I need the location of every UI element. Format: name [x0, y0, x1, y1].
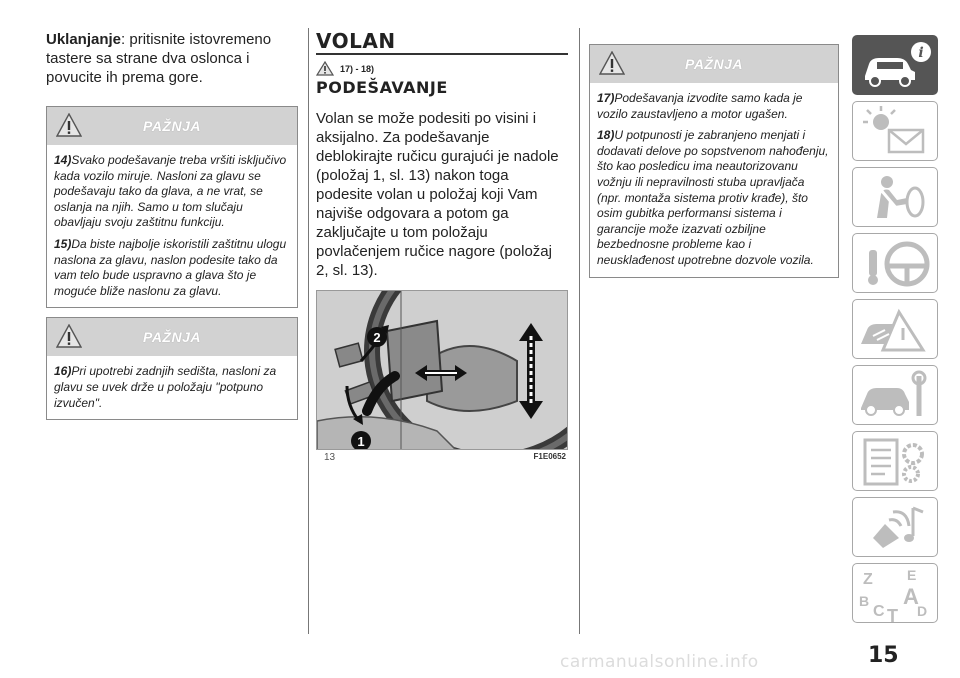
warning-triangle-icon	[316, 61, 334, 76]
sidebar-item-starting-driving[interactable]	[852, 233, 938, 293]
warning-header	[47, 107, 297, 145]
steering-column-illustration	[317, 291, 568, 450]
warning-header	[590, 45, 838, 83]
svg-text:C: C	[873, 603, 885, 620]
figure-number: 13	[324, 452, 336, 463]
column-middle	[316, 30, 568, 466]
svg-text:A: A	[903, 584, 919, 609]
callout-2: 2	[373, 330, 381, 345]
warning-triangle-icon	[56, 324, 82, 348]
sidebar-item-multimedia[interactable]	[852, 497, 938, 557]
svg-text:E: E	[907, 567, 917, 583]
warning-item-14: 14)Svako podešavanje treba vršiti isključivo kada vozilo miruje. Nasloni za glavu se podešavaju tako da glava, a ne vrat, se oslanja na njih. Samo u tom slučaju obavljaju svoju zaštitnu funkciju.	[54, 153, 287, 230]
warning-body	[47, 145, 297, 307]
sidebar-item-car-info[interactable]	[852, 35, 938, 95]
intro-paragraph	[46, 30, 298, 87]
figure-caption	[316, 452, 568, 466]
subsection-heading: PODEŠAVANJE	[316, 78, 448, 97]
reference-numbers: 17) - 18)	[340, 64, 375, 74]
warning-box-2	[46, 317, 298, 420]
heading-rule	[316, 53, 568, 55]
warning-body	[590, 83, 838, 277]
sidebar-item-warning-lights[interactable]	[852, 101, 938, 161]
svg-text:B: B	[859, 593, 870, 609]
warning-title: PAŽNJA	[143, 118, 201, 134]
safety-icon	[853, 168, 939, 228]
steering-wheel-figure	[316, 290, 568, 450]
section-heading: VOLAN	[316, 29, 396, 53]
body-paragraph: Volan se može podesiti po visini i aksijalno. Za podešavanje deblokirajte ručicu gurajući je nadole (položaj 1, sl. 13) nakon toga podesite volan u položaj koji Vam najviše odgovara a potom ga zaključajte u tom položaju povlačenjem ručice nagore (položaj 2, sl. 13).	[316, 110, 559, 279]
warning-title: PAŽNJA	[143, 329, 201, 346]
index-icon	[853, 564, 939, 624]
sidebar-item-technical-data[interactable]	[852, 431, 938, 491]
technical-data-icon	[853, 432, 939, 492]
maintenance-icon	[853, 366, 939, 426]
intro-bold: Uklanjanje	[46, 31, 122, 48]
warning-item-15: 15)Da biste najbolje iskoristili zaštitnu ulogu naslona za glavu, naslon podesite tako da vam telo bude uspravno a glava što je moguće bliže naslonu za glavu.	[54, 236, 287, 298]
svg-text:T: T	[887, 606, 898, 624]
car-info-icon	[853, 36, 939, 96]
figure-code: F1E0652	[533, 452, 566, 461]
warning-item-17: 17)Podešavanja izvodite samo kada je vozilo zaustavljeno a motor ugašen.	[597, 91, 803, 121]
warning-body	[47, 356, 297, 419]
warning-box-3	[589, 44, 839, 278]
footer-watermark: carmanualsonline.info	[560, 652, 759, 672]
page-number: 15	[868, 643, 899, 668]
sidebar-item-emergency[interactable]	[852, 299, 938, 359]
column-divider	[308, 28, 309, 634]
warning-triangle-icon	[599, 51, 625, 75]
svg-text:i: i	[918, 45, 924, 61]
callout-1: 1	[357, 434, 365, 449]
warning-references	[316, 61, 568, 77]
svg-text:D: D	[917, 603, 928, 619]
column-right	[589, 44, 839, 287]
warning-triangle-icon	[56, 113, 82, 137]
column-left	[46, 30, 298, 429]
column-divider	[579, 28, 580, 634]
starting-driving-icon	[853, 234, 939, 294]
warning-item-18: 18)U potpunosti je zabranjeno menjati i dodavati delove po sopstvenom nahođenju, što kao posledicu ima neautorizovanu vožnju ili nepravilnosti stuba upravljača (npr. montaža sistema protiv krađe), što osim gubitka performansi sistema i garancije može izazvati ozbiljne bezbednosne probleme kao i neusklađenost upotrebne dozvole vozila.	[597, 128, 829, 267]
svg-text:Z: Z	[863, 571, 873, 588]
warning-lights-icon	[853, 102, 939, 162]
multimedia-icon	[853, 498, 939, 558]
intro-text: : pritisnite istovremeno tastere sa strane dva oslonca i povucite ih prema gore.	[46, 31, 272, 86]
sidebar-item-safety[interactable]	[852, 167, 938, 227]
warning-header	[47, 318, 297, 356]
emergency-icon	[853, 300, 939, 360]
warning-item-16: 16)Pri upotrebi zadnjih sedišta, nasloni za glavu se uvek drže u položaju "potpuno izvučen".	[54, 364, 277, 410]
sidebar-item-maintenance[interactable]	[852, 365, 938, 425]
warning-box-1	[46, 106, 298, 308]
warning-title: PAŽNJA	[685, 56, 743, 72]
sidebar-item-index[interactable]	[852, 563, 938, 623]
